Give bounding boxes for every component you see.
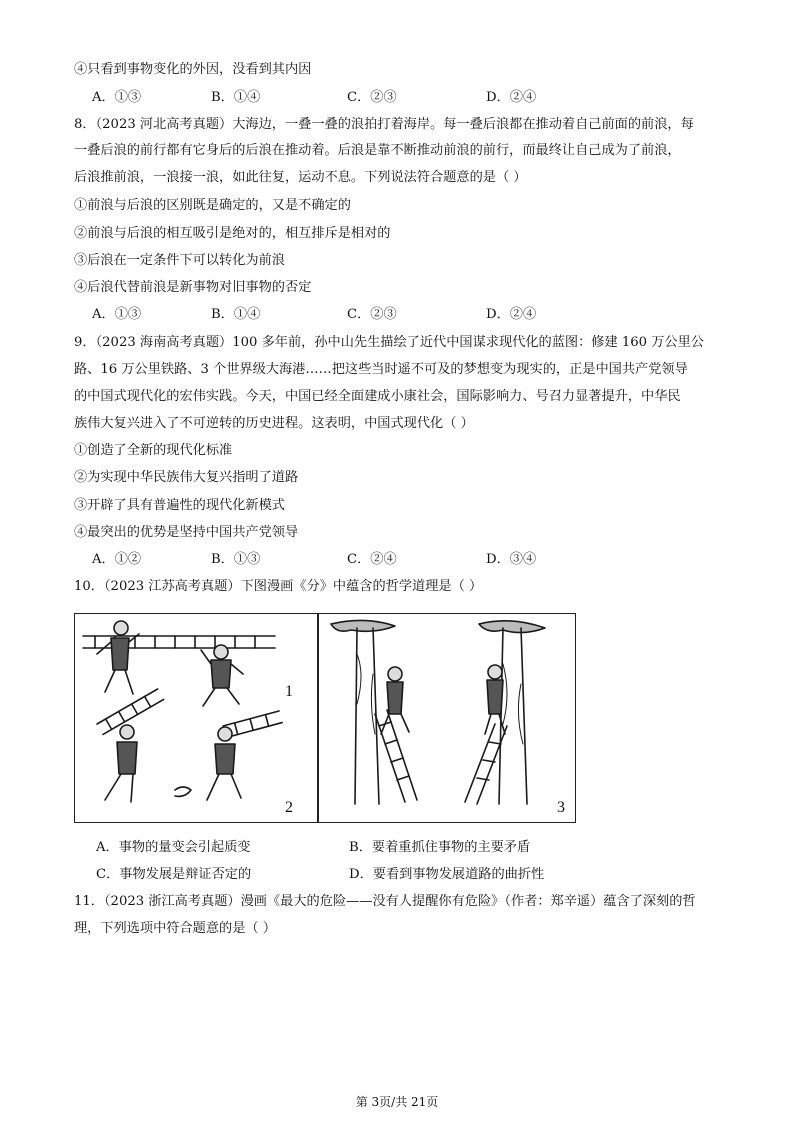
comic-fen bbox=[74, 613, 576, 823]
q9-stem-line-2: 路、16 万公里铁路、3 个世界级大海港……把这些当时遥不可及的梦想变为现实的，正是中国共产党领导 bbox=[74, 362, 688, 377]
q9-statement-2: ②为实现中华民族伟大复兴指明了道路 bbox=[74, 470, 299, 485]
panel-1-drawing bbox=[83, 621, 275, 706]
q9-stem-line-3: 的中国式现代化的宏伟实践。今天，中国已经全面建成小康社会，国际影响力、号召力显著提升，中华民 bbox=[74, 389, 681, 404]
q7-option-a: A．①③ bbox=[92, 90, 142, 105]
panel-2-drawing bbox=[97, 689, 282, 802]
q9-option-b: B．①③ bbox=[211, 552, 261, 567]
q8-option-a: A．①③ bbox=[92, 307, 142, 322]
q9-option-c: C．②④ bbox=[347, 552, 397, 567]
q9-statement-3: ③开辟了具有普遍性的现代化新模式 bbox=[74, 498, 285, 513]
q8-statement-4: ④后浪代替前浪是新事物对旧事物的否定 bbox=[74, 280, 312, 295]
q9-statement-1: ①创造了全新的现代化标准 bbox=[74, 443, 233, 458]
q7-option-d: D．②④ bbox=[486, 90, 537, 105]
q9-stem-line-1: 9．（2023 海南高考真题）100 多年前，孙中山先生描绘了近代中国谋求现代化的蓝图：修建 160 万公里公 bbox=[74, 335, 704, 350]
q7-statement-4: ④只看到事物变化的外因，没看到其内因 bbox=[74, 62, 312, 77]
page-footer: 第 3页/共 21页 bbox=[355, 1095, 439, 1109]
q11-stem-line-2: 理，下列选项中符合题意的是（ ） bbox=[74, 921, 277, 936]
q8-option-d: D．②④ bbox=[486, 307, 537, 322]
q10-stem: 10．（2023 江苏高考真题）下图漫画《分》中蕴含的哲学道理是（ ） bbox=[74, 579, 483, 594]
panel-label-3: 3 bbox=[557, 799, 565, 816]
q8-statement-2: ②前浪与后浪的相互吸引是绝对的，相互排斥是相对的 bbox=[74, 226, 391, 241]
q7-option-c: C．②③ bbox=[347, 90, 397, 105]
q8-stem-line-2: 一叠后浪的前行都有它身后的后浪在推动着。后浪是靠不断推动前浪的前行，而最终让自己成为了前浪， bbox=[74, 143, 681, 158]
panel-3-drawing bbox=[331, 620, 545, 804]
q9-statement-4: ④最突出的优势是坚持中国共产党领导 bbox=[74, 525, 299, 540]
q9-option-d: D．③④ bbox=[486, 552, 537, 567]
q8-option-c: C．②③ bbox=[347, 307, 397, 322]
q10-option-b: B．要着重抓住事物的主要矛盾 bbox=[349, 840, 531, 855]
q10-option-a: A．事物的量变会引起质变 bbox=[96, 840, 251, 855]
panel-label-2: 2 bbox=[285, 799, 293, 816]
q11-stem-line-1: 11．（2023 浙江高考真题）漫画《最大的危险——没有人提醒你有危险》（作者：郑辛遥）蕴含了深刻的哲 bbox=[74, 894, 696, 909]
comic-drawing bbox=[75, 614, 575, 822]
q9-stem-line-4: 族伟大复兴进入了不可逆转的历史进程。这表明，中国式现代化（ ） bbox=[74, 416, 474, 431]
q10-option-c: C．事物发展是辩证否定的 bbox=[96, 867, 252, 882]
q9-option-a: A．①② bbox=[92, 552, 142, 567]
q8-statement-1: ①前浪与后浪的区别既是确定的，又是不确定的 bbox=[74, 198, 351, 213]
q8-stem-line-3: 后浪推前浪，一浪接一浪，如此往复，运动不息。下列说法符合题意的是（ ） bbox=[74, 170, 527, 185]
q8-option-b: B．①④ bbox=[211, 307, 261, 322]
q10-option-d: D．要看到事物发展道路的曲折性 bbox=[349, 867, 545, 882]
q7-option-b: B．①④ bbox=[211, 90, 261, 105]
panel-label-1: 1 bbox=[285, 683, 293, 700]
q8-statement-3: ③后浪在一定条件下可以转化为前浪 bbox=[74, 253, 285, 268]
q8-stem-line-1: 8．（2023 河北高考真题）大海边，一叠一叠的浪拍打着海岸。每一叠后浪都在推动着自己前面的前浪，每 bbox=[74, 117, 694, 132]
